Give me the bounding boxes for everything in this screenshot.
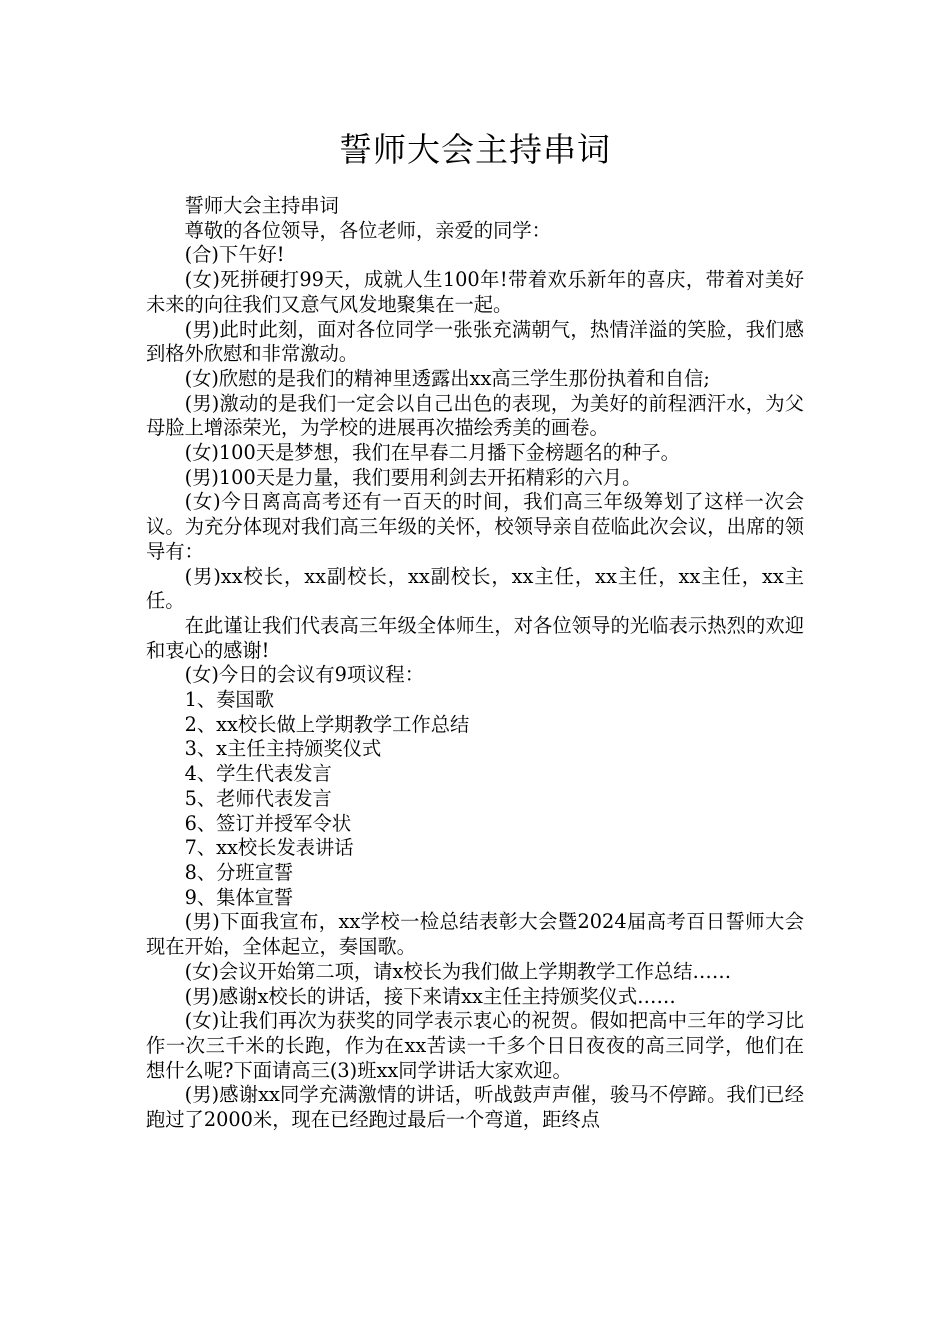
agenda-item: 7、xx校长发表讲话 xyxy=(184,836,354,860)
paragraph: 在此谨让我们代表高三年级全体师生，对各位领导的光临表示热烈的欢迎和衷心的感谢! xyxy=(146,613,804,662)
agenda-item: 4、学生代表发言 xyxy=(184,762,332,786)
document-title: 誓师大会主持串词 xyxy=(339,130,611,169)
paragraph: (女)死拼硬打99天，成就人生100年!带着欢乐新年的喜庆，带着对美好未来的向往我们又意气风发地聚集在一起。 xyxy=(146,268,804,316)
paragraph-subtitle: 誓师大会主持串词 xyxy=(184,194,339,217)
paragraph: (女)今日离高高考还有一百天的时间，我们高三年级筹划了这样一次会议。为充分体现对我们高三年级的关怀，校领导亲自莅临此次会议，出席的领导有： xyxy=(146,490,804,563)
agenda-item: 8、分班宣誓 xyxy=(184,860,294,884)
document-body xyxy=(146,194,804,1133)
paragraph: (女)让我们再次为获奖的同学表示衷心的祝贺。假如把高中三年的学习比作一次三千米的长跑，作为在xx苦读一千多个日日夜夜的高三同学，他们在想什么呢?下面请高三(3)班xx同学讲话大家欢迎。 xyxy=(146,1009,804,1082)
agenda-item: 9、集体宣誓 xyxy=(184,885,294,909)
paragraph: (男)感谢xx同学充满激情的讲话，听战鼓声声催，骏马不停蹄。我们已经跑过了2000米，现在已经跑过最后一个弯道，距终点 xyxy=(146,1083,804,1132)
paragraph: (男)激动的是我们一定会以自己出色的表现，为美好的前程洒汗水，为父母脸上增添荣光，为学校的进展再次描绘秀美的画卷。 xyxy=(146,391,804,440)
paragraph-leaders-list: (男)xx校长，xx副校长，xx副校长，xx主任，xx主任，xx主任，xx主任。 xyxy=(146,564,804,613)
paragraph: (男)感谢x校长的讲话，接下来请xx主任主持颁奖仪式…… xyxy=(184,984,676,1008)
paragraph: (男)100天是力量，我们要用利剑去开拓精彩的六月。 xyxy=(184,465,642,489)
paragraph: (男)此时此刻，面对各位同学一张张充满朝气，热情洋溢的笑脸，我们感到格外欣慰和非常激动。 xyxy=(146,317,804,366)
agenda-item: 6、签订并授军令状 xyxy=(184,811,352,835)
paragraph: (男)下面我宣布，xx学校一检总结表彰大会暨2024届高考百日誓师大会现在开始，全体起立，奏国歌。 xyxy=(146,910,804,959)
agenda-item: 5、老师代表发言 xyxy=(184,786,332,810)
agenda-item: 1、奏国歌 xyxy=(184,688,274,712)
agenda-item: 3、x主任主持颁奖仪式 xyxy=(184,737,382,761)
agenda-item: 2、xx校长做上学期教学工作总结 xyxy=(184,712,470,736)
paragraph: (女)会议开始第二项，请x校长为我们做上学期教学工作总结…… xyxy=(184,959,732,983)
paragraph-greeting: 尊敬的各位领导，各位老师，亲爱的同学： xyxy=(184,218,551,242)
paragraph-agenda-intro: (女)今日的会议有9项议程： xyxy=(184,663,424,687)
paragraph: (女)欣慰的是我们的精神里透露出xx高三学生那份执着和自信; xyxy=(184,366,710,390)
paragraph-together: (合)下午好! xyxy=(184,243,285,267)
paragraph: (女)100天是梦想，我们在早春二月播下金榜题名的种子。 xyxy=(184,441,680,465)
